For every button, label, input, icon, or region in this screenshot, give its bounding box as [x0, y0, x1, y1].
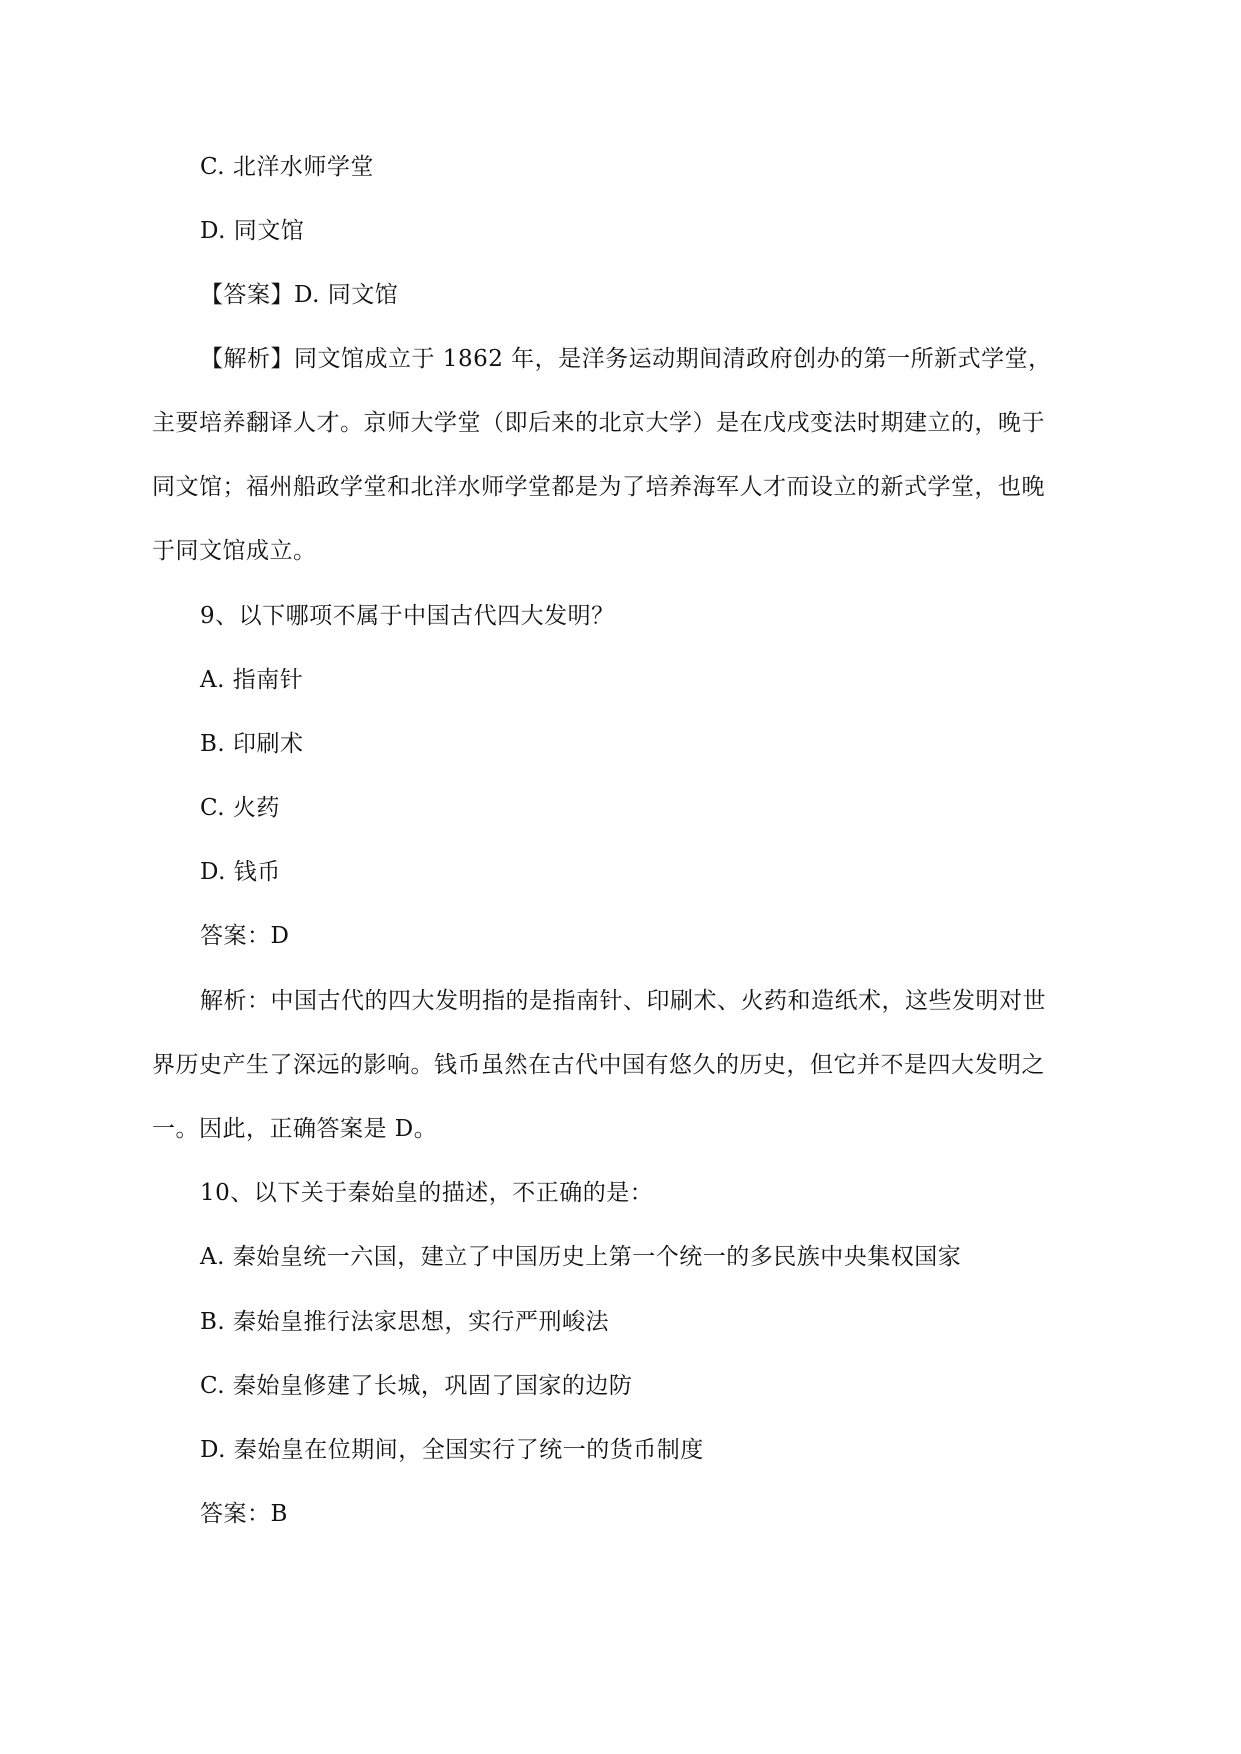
explanation-q9-line-3: 一。因此，正确答案是 D。	[152, 1116, 438, 1142]
option-c-q8: C. 北洋水师学堂	[200, 154, 374, 180]
explanation-q8-line-2: 主要培养翻译人才。京师大学堂（即后来的北京大学）是在戊戌变法时期建立的，晚于	[152, 410, 1045, 436]
option-c-q10: C. 秦始皇修建了长城，巩固了国家的边防	[200, 1373, 633, 1399]
option-a-q10: A. 秦始皇统一六国，建立了中国历史上第一个统一的多民族中央集权国家	[200, 1244, 962, 1270]
option-d-q10: D. 秦始皇在位期间，全国实行了统一的货币制度	[200, 1437, 704, 1463]
option-d-q9: D. 钱币	[200, 859, 281, 885]
option-a-q9: A. 指南针	[200, 667, 304, 693]
answer-q9: 答案：D	[200, 923, 290, 949]
question-10: 10、以下关于秦始皇的描述，不正确的是：	[200, 1180, 654, 1206]
option-b-q10: B. 秦始皇推行法家思想，实行严刑峻法	[200, 1309, 610, 1335]
option-d-q8: D. 同文馆	[200, 218, 305, 244]
explanation-q8-line-1: 【解析】同文馆成立于 1862 年，是洋务运动期间清政府创办的第一所新式学堂，	[200, 346, 1052, 372]
option-c-q9: C. 火药	[200, 795, 280, 821]
answer-q8: 【答案】D. 同文馆	[200, 282, 399, 308]
question-9: 9、以下哪项不属于中国古代四大发明？	[200, 603, 615, 629]
option-b-q9: B. 印刷术	[200, 731, 304, 757]
answer-q10: 答案：B	[200, 1501, 288, 1527]
explanation-q8-line-4: 于同文馆成立。	[152, 538, 317, 564]
explanation-q9-line-1: 解析：中国古代的四大发明指的是指南针、印刷术、火药和造纸术，这些发明对世	[200, 988, 1046, 1014]
explanation-q9-line-2: 界历史产生了深远的影响。钱币虽然在古代中国有悠久的历史，但它并不是四大发明之	[152, 1052, 1045, 1078]
explanation-q8-line-3: 同文馆；福州船政学堂和北洋水师学堂都是为了培养海军人才而设立的新式学堂，也晚	[152, 474, 1045, 500]
